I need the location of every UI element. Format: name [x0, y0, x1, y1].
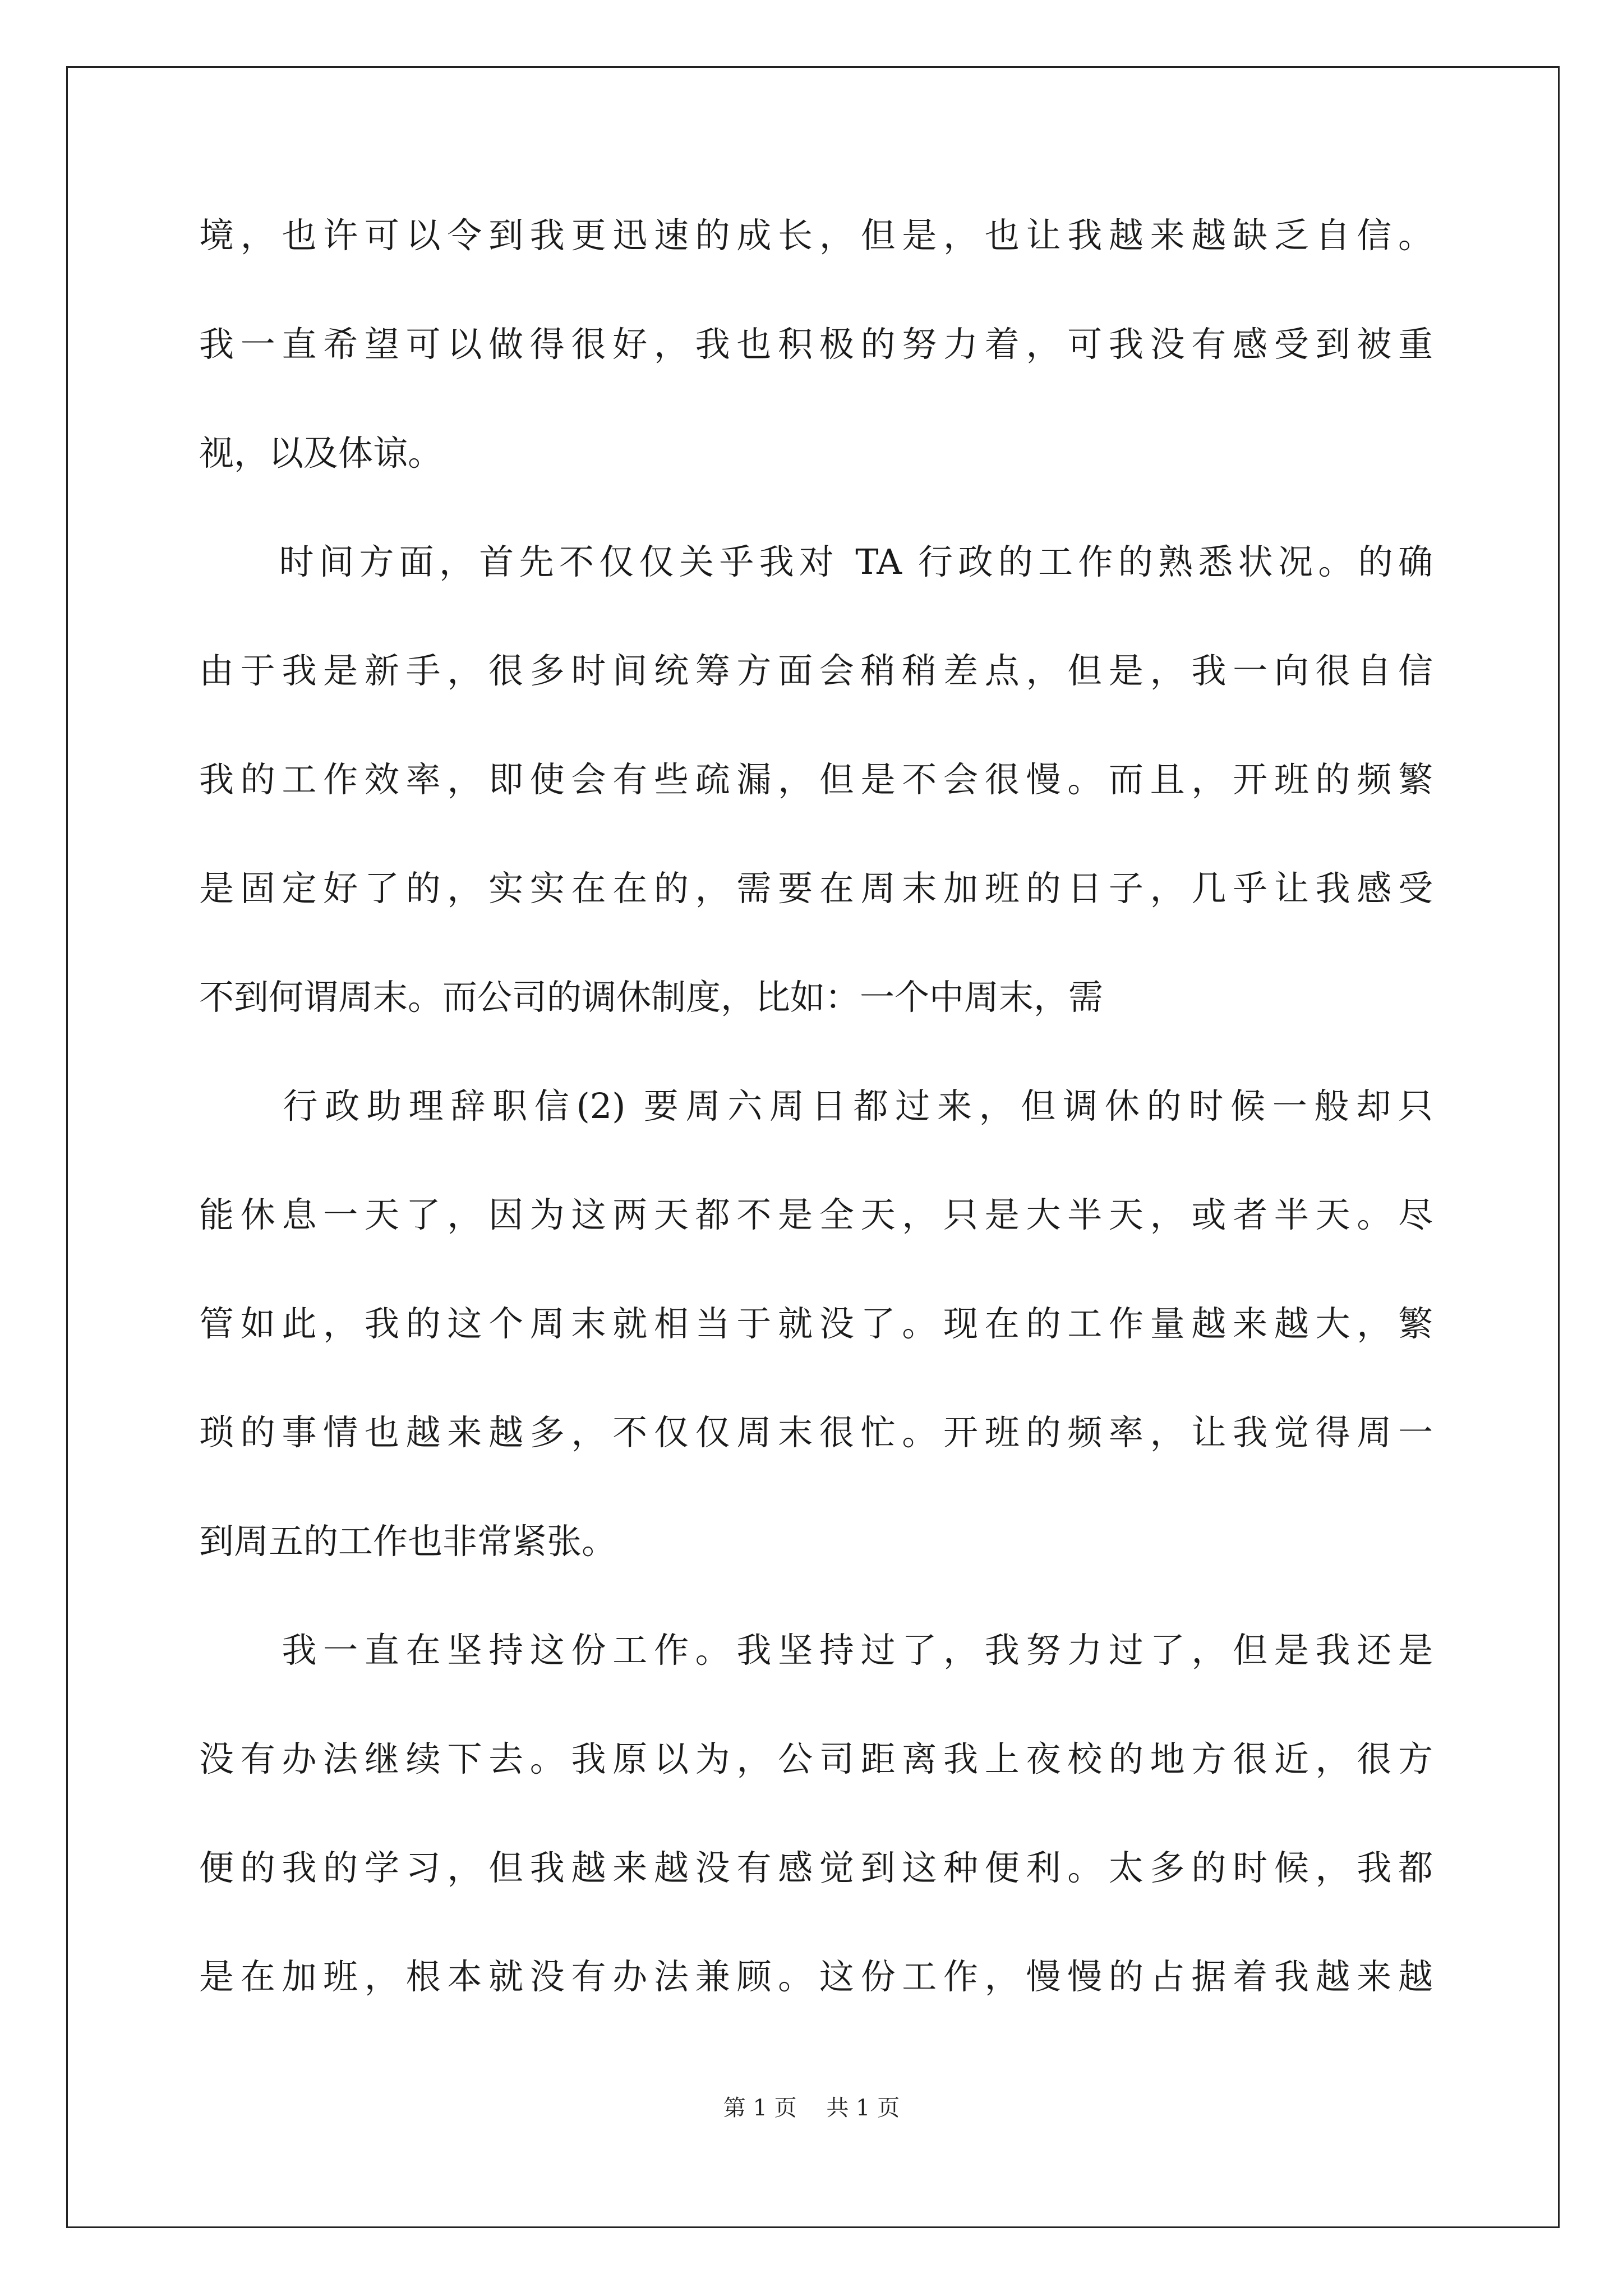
- text-line: 琐的事情也越来越多，不仅仅周末很忙。开班的频率，让我觉得周一: [199, 1412, 1433, 1453]
- text-line: 我的工作效率，即使会有些疏漏，但是不会很慢。而且，开班的频繁: [199, 759, 1433, 800]
- text-line: 便的我的学习，但我越来越没有感觉到这种便利。太多的时候，我都: [199, 1847, 1433, 1888]
- text-line: 境，也许可以令到我更迅速的成长，但是，也让我越来越缺乏自信。: [199, 215, 1433, 256]
- text-line: 我一直希望可以做得很好，我也积极的努力着，可我没有感受到被重: [199, 324, 1433, 365]
- text-line: 没有办法继续下去。我原以为，公司距离我上夜校的地方很近，很方: [199, 1738, 1433, 1779]
- text-line: 能休息一天了，因为这两天都不是全天，只是大半天，或者半天。尽: [199, 1194, 1433, 1235]
- text-line: 到周五的工作也非常紧张。: [199, 1521, 617, 1562]
- page-border: [66, 66, 1560, 2228]
- page-footer: 第 1 页 共 1 页: [723, 2095, 900, 2121]
- text-line: 我一直在坚持这份工作。我坚持过了，我努力过了，但是我还是: [199, 1630, 1433, 1671]
- text-line: 是固定好了的，实实在在的，需要在周末加班的日子，几乎让我感受: [199, 868, 1433, 909]
- text-line: 行政助理辞职信(2) 要周六周日都过来，但调休的时候一般却只: [199, 1085, 1433, 1126]
- text-line: 视，以及体谅。: [199, 432, 443, 473]
- text-line: 管如此，我的这个周末就相当于就没了。现在的工作量越来越大，繁: [199, 1303, 1433, 1344]
- text-line: 是在加班，根本就没有办法兼顾。这份工作，慢慢的占据着我越来越: [199, 1956, 1433, 1997]
- text-line: 不到何谓周末。而公司的调休制度，比如：一个中周末，需: [199, 977, 1104, 1018]
- text-line: 由于我是新手，很多时间统筹方面会稍稍差点，但是，我一向很自信: [199, 650, 1433, 691]
- text-line: 时间方面，首先不仅仅关乎我对 TA 行政的工作的熟悉状况。的确: [199, 541, 1433, 582]
